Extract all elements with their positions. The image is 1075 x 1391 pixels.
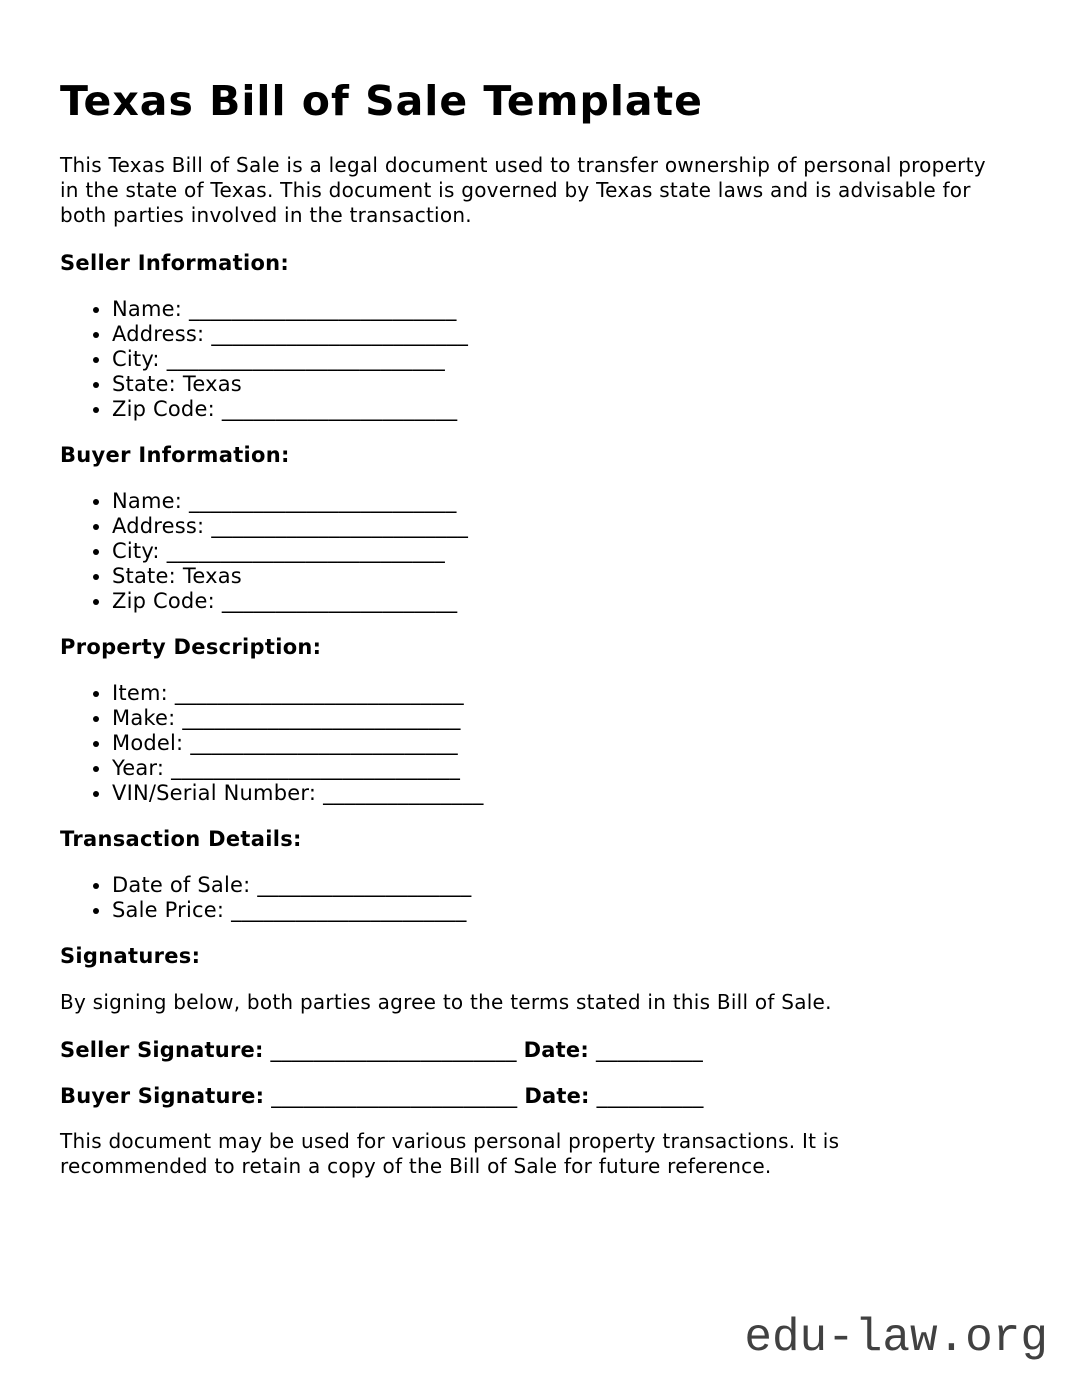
field-row-year bbox=[112, 756, 1005, 781]
edu-law-watermark: edu-law.org bbox=[744, 1312, 1048, 1364]
blank-line: ___________________________ bbox=[174, 681, 464, 705]
field-row-buyer-name bbox=[112, 489, 1005, 514]
field-row-seller-address bbox=[112, 322, 1005, 347]
intro-line: This Texas Bill of Sale is a legal document used to transfer ownership of personal property bbox=[60, 153, 986, 177]
field-row-buyer-state bbox=[112, 564, 1005, 589]
date-label: Date: bbox=[524, 1084, 590, 1108]
field-row-sale-price bbox=[112, 898, 1005, 923]
field-label: Name: bbox=[112, 489, 183, 513]
buyer-date-line: __________ bbox=[596, 1084, 704, 1108]
buyer-signature-label: Buyer Signature: bbox=[60, 1084, 265, 1108]
field-row-seller-state bbox=[112, 372, 1005, 397]
date-label: Date: bbox=[523, 1038, 589, 1062]
field-label: State: bbox=[112, 372, 176, 396]
seller-signature-line: _______________________ bbox=[270, 1038, 517, 1062]
blank-line: _______________ bbox=[323, 781, 484, 805]
buyer-information-list bbox=[60, 489, 1005, 614]
buyer-signature-line: _______________________ bbox=[271, 1084, 518, 1108]
seller-date-line: __________ bbox=[595, 1038, 703, 1062]
blank-line: __________________________ bbox=[166, 539, 445, 563]
field-row-buyer-city bbox=[112, 539, 1005, 564]
blank-line: ________________________ bbox=[211, 514, 469, 538]
field-row-seller-zip bbox=[112, 397, 1005, 422]
blank-line: ___________________________ bbox=[171, 756, 461, 780]
field-label: City: bbox=[112, 539, 160, 563]
field-label: Address: bbox=[112, 322, 205, 346]
field-row-buyer-address bbox=[112, 514, 1005, 539]
signatures-statement: By signing below, both parties agree to the terms stated in this Bill of Sale. bbox=[60, 990, 832, 1014]
field-label: VIN/Serial Number: bbox=[112, 781, 317, 805]
field-label: State: bbox=[112, 564, 176, 588]
buyer-signature-row bbox=[60, 1083, 1005, 1109]
intro-line: both parties involved in the transaction. bbox=[60, 203, 472, 227]
intro-paragraph bbox=[60, 153, 1005, 228]
field-label: City: bbox=[112, 347, 160, 371]
blank-line: _________________________ bbox=[189, 489, 457, 513]
blank-line: ________________________ bbox=[211, 322, 469, 346]
seller-information-list bbox=[60, 297, 1005, 422]
field-label: Make: bbox=[112, 706, 176, 730]
field-label: Name: bbox=[112, 297, 183, 321]
field-row-model bbox=[112, 731, 1005, 756]
field-row-date-of-sale bbox=[112, 873, 1005, 898]
field-label: Sale Price: bbox=[112, 898, 225, 922]
signatures-heading: Signatures: bbox=[60, 944, 201, 968]
blank-line: _________________________ bbox=[189, 297, 457, 321]
blank-line: ______________________ bbox=[221, 589, 458, 613]
field-row-item bbox=[112, 681, 1005, 706]
field-label: Zip Code: bbox=[112, 589, 215, 613]
blank-line: __________________________ bbox=[166, 347, 445, 371]
blank-line: ____________________ bbox=[257, 873, 472, 897]
document-title: Texas Bill of Sale Template bbox=[60, 77, 703, 125]
blank-line: ______________________ bbox=[231, 898, 467, 922]
blank-line: _________________________ bbox=[190, 731, 458, 755]
property-description-heading: Property Description: bbox=[60, 635, 322, 659]
blank-line: __________________________ bbox=[182, 706, 461, 730]
footer-line: This document may be used for various personal property transactions. It is bbox=[60, 1129, 840, 1153]
property-description-list bbox=[60, 681, 1005, 806]
transaction-details-list bbox=[60, 873, 1005, 923]
intro-line: in the state of Texas. This document is governed by Texas state laws and is advisable for bbox=[60, 178, 971, 202]
field-row-vin-serial-number bbox=[112, 781, 1005, 806]
field-label: Address: bbox=[112, 514, 205, 538]
transaction-details-heading: Transaction Details: bbox=[60, 827, 302, 851]
field-row-buyer-zip bbox=[112, 589, 1005, 614]
field-label: Date of Sale: bbox=[112, 873, 251, 897]
field-value: Texas bbox=[182, 564, 242, 588]
footer-paragraph bbox=[60, 1129, 1005, 1179]
buyer-information-heading: Buyer Information: bbox=[60, 443, 290, 467]
seller-information-heading: Seller Information: bbox=[60, 251, 290, 275]
footer-line: recommended to retain a copy of the Bill of Sale for future reference. bbox=[60, 1154, 772, 1178]
field-row-make bbox=[112, 706, 1005, 731]
seller-signature-label: Seller Signature: bbox=[60, 1038, 264, 1062]
field-row-seller-name bbox=[112, 297, 1005, 322]
field-label: Item: bbox=[112, 681, 168, 705]
field-label: Model: bbox=[112, 731, 184, 755]
field-value: Texas bbox=[182, 372, 242, 396]
blank-line: ______________________ bbox=[221, 397, 458, 421]
field-row-seller-city bbox=[112, 347, 1005, 372]
seller-signature-row bbox=[60, 1037, 1005, 1063]
field-label: Year: bbox=[112, 756, 165, 780]
field-label: Zip Code: bbox=[112, 397, 215, 421]
